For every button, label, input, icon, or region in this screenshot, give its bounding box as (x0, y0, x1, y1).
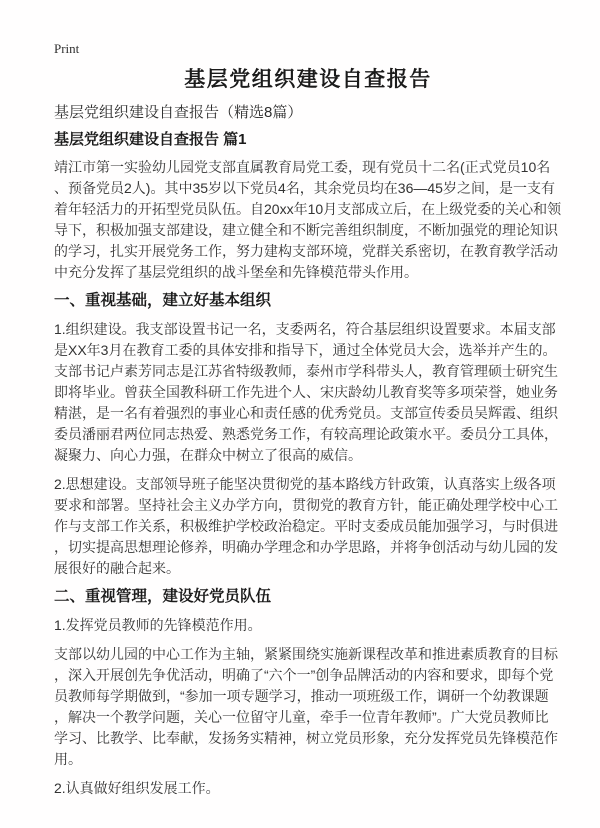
article-1-heading: 基层党组织建设自查报告 篇1 (54, 131, 247, 148)
document-subtitle: 基层党组织建设自查报告（精选8篇） (54, 104, 303, 121)
section-2-paragraph-3: 2.认真做好组织发展工作。 (54, 780, 220, 796)
section-1-paragraph-1: 1.组织建设。我支部设置书记一名，支委两名，符合基层组织设置要求。本届支部是XX年3月在教育工委的具体安排和指导下，通过全体党员大会，选举并产生的。支部书记卢素芳同志是江苏省特级教师，泰州市学科带头人，教育管理硕士研究生即将毕业。曾获全国教科研工作先进个人、宋庆龄幼儿教育奖等多项荣誉，她业务精湛，是一名有着强烈的事业心和责任感的优秀党员。支部宣传委员吴辉霞、组织委员潘丽君两位同志热爱、熟悉党务工作，有较高理论政策水平。委员分工具体，凝聚力、向心力强，在群众中树立了很高的威信。 (54, 321, 558, 463)
section-2-paragraph-2: 支部以幼儿园的中心工作为主轴，紧紧围绕实施新课程改革和推进素质教育的目标，深入开展创先争优活动，明确了“六个一”创争品牌活动的内容和要求，即每个党员教师每学期做到，“参加一项专题学习，推动一项班级工作，调研一个幼教课题，解决一个教学问题，关心一位留守儿童，牵手一位青年教师”。广大党员教师比学习、比教学、比奉献，发扬务实精神，树立党员形象，充分发挥党员先锋模范作用。 (54, 646, 558, 767)
document-title: 基层党组织建设自查报告 (184, 68, 432, 91)
section-2-heading: 二、重视管理，建设好党员队伍 (54, 588, 272, 605)
print-link[interactable]: Print (54, 41, 80, 56)
intro-paragraph: 靖江市第一实验幼儿园党支部直属教育局党工委，现有党员十二名(正式党员10名、预备党员2人)。其中35岁以下党员4名，其余党员均在36—45岁之间，是一支有着年轻活力的开拓型党员队伍。自20xx年10月支部成立后，在上级党委的关心和领导下，积极加强支部建设，建立健全和不断完善组织制度，不断加强党的理论知识的学习，扎实开展党务工作，努力建构支部环境，党群关系密切，在教育教学活动中充分发挥了基层党组织的战斗堡垒和先锋模范带头作用。 (54, 159, 562, 280)
section-2-paragraph-1: 1.发挥党员教师的先锋模范作用。 (54, 617, 262, 633)
section-1-paragraph-2: 2.思想建设。支部领导班子能坚决贯彻党的基本路线方针政策，认真落实上级各项要求和部署。坚持社会主义办学方向，贯彻党的教育方针，能正确处理学校中心工作与支部工作关系，积极维护学校政治稳定。平时支委成员能加强学习，与时俱进，切实提高思想理论修养，明确办学理念和办学思路，并将争创活动与幼儿园的发展很好的融合起来。 (54, 476, 558, 576)
section-1-heading: 一、重视基础，建立好基本组织 (54, 292, 272, 309)
